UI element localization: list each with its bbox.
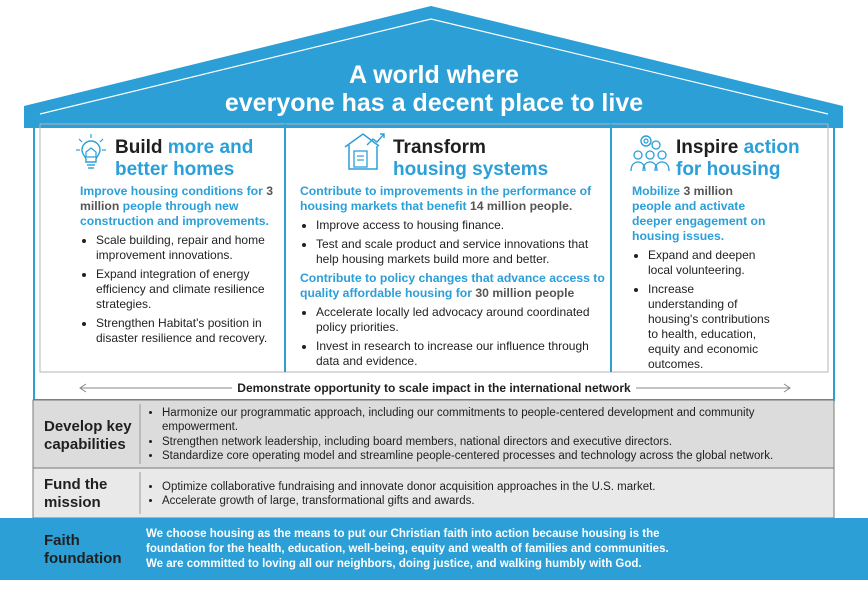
list-item: • Accelerate locally led advocacy around coordinated policy priorities. bbox=[316, 305, 605, 335]
pillar-transform-lead-1 bbox=[300, 184, 605, 214]
pillar-transform-title-accent: housing systems bbox=[393, 159, 549, 180]
list-item: • Strengthen Habitat's position in disaster resilience and recovery. bbox=[96, 316, 276, 346]
list-item: • Strengthen network leadership, including board members, national directors and executive directors. bbox=[162, 435, 832, 449]
list-item: • Increase understanding of housing's contributions to health, education, equity and economic outcomes. bbox=[648, 282, 772, 372]
house-growth-icon bbox=[343, 131, 387, 173]
pillar-transform-title bbox=[393, 137, 603, 181]
pillar-transform-bullets-2 bbox=[300, 305, 605, 369]
pillar-inspire-title-accent-2: for housing bbox=[676, 159, 781, 180]
pillar-build-title bbox=[115, 137, 280, 181]
pillar-transform-lead-1-emph: 14 million people. bbox=[469, 199, 573, 213]
pillar-transform-title-main: Transform bbox=[393, 137, 486, 158]
pillar-inspire-body bbox=[632, 184, 772, 376]
list-item: • Optimize collaborative fundraising and innovate donor acquisition approaches in the U.S. market. bbox=[162, 480, 832, 494]
pillar-build-body bbox=[80, 184, 276, 350]
faith-title: Faith foundation bbox=[44, 532, 122, 567]
pillar-build-title-main: Build bbox=[115, 137, 163, 158]
pillar-transform-lead-2 bbox=[300, 271, 605, 301]
list-item: • Standardize core operating model and streamline people-centered processes and technology across the global network. bbox=[162, 449, 832, 463]
headline-line-2: everyone has a decent place to live bbox=[224, 89, 644, 117]
headline-line-1: A world where bbox=[349, 61, 519, 89]
list-item: • Accelerate growth of large, transformational gifts and awards. bbox=[162, 494, 832, 508]
pillar-inspire-lead-pre: Mobilize bbox=[632, 184, 681, 198]
faith-foundation-band bbox=[0, 518, 868, 580]
list-item: • Expand integration of energy efficiency and climate resilience strategies. bbox=[96, 267, 276, 312]
pillar-inspire-title bbox=[676, 137, 826, 181]
faith-line-3: We are committed to loving all our neighbors, doing justice, and walking humbly with God. bbox=[146, 558, 642, 570]
people-gears-icon bbox=[630, 133, 670, 173]
pillar-build-lead-part-2: people through new construction and improvements. bbox=[80, 199, 269, 228]
list-item: • Improve access to housing finance. bbox=[316, 218, 605, 233]
pillar-build-bullets bbox=[80, 233, 276, 346]
pillar-build-lead-part-1: Improve housing conditions for bbox=[80, 184, 263, 198]
fund-title: Fund the mission bbox=[44, 476, 108, 511]
list-item: • Scale building, repair and home improvement innovations. bbox=[96, 233, 276, 263]
pillar-inspire-bullets bbox=[632, 248, 772, 372]
pillar-build-title-accent-2: better homes bbox=[115, 159, 235, 180]
pillar-build-lead-emph: 3 million bbox=[80, 184, 273, 213]
pillar-inspire-lead-post: people and activate deeper engagement on housing issues. bbox=[632, 199, 766, 243]
faith-line-1: We choose housing as the means to put our Christian faith into action because housing is the bbox=[146, 528, 660, 540]
capabilities-title: Develop key capabilities bbox=[44, 418, 132, 453]
pillar-inspire-lead-emph: 3 million bbox=[683, 184, 733, 198]
scale-impact-label: Demonstrate opportunity to scale impact in the international network bbox=[237, 381, 631, 395]
list-item: • Invest in research to increase our influence through data and evidence. bbox=[316, 339, 605, 369]
fund-bullets bbox=[148, 480, 832, 509]
pillar-inspire-title-main: Inspire bbox=[676, 137, 739, 158]
pillar-transform-lead-1-text: Contribute to improvements in the performance of housing markets that benefit bbox=[300, 184, 592, 213]
pillar-build-title-accent-1: more and bbox=[167, 137, 254, 158]
pillar-transform-lead-2-emph: 30 million people bbox=[475, 286, 575, 300]
list-item: • Test and scale product and service innovations that help housing markets build more and better. bbox=[316, 237, 605, 267]
faith-text bbox=[146, 527, 669, 572]
list-item: • Harmonize our programmatic approach, including our commitments to people-centered development and community empowerment. bbox=[162, 406, 832, 435]
pillar-build-lead bbox=[80, 184, 276, 229]
pillar-inspire-lead bbox=[632, 184, 772, 244]
pillar-transform-lead-2-text: Contribute to policy changes that advance access to quality affordable housing for bbox=[300, 271, 605, 300]
faith-line-2: foundation for the health, education, well-being, equity and wealth of families and communities. bbox=[146, 543, 669, 555]
lightbulb-house-icon bbox=[76, 133, 106, 175]
pillar-transform-body bbox=[300, 184, 605, 373]
list-item: • Expand and deepen local volunteering. bbox=[648, 248, 772, 278]
pillar-inspire-title-accent-1: action bbox=[743, 137, 800, 158]
capabilities-bullets bbox=[148, 406, 832, 463]
pillar-transform-bullets-1 bbox=[300, 218, 605, 267]
